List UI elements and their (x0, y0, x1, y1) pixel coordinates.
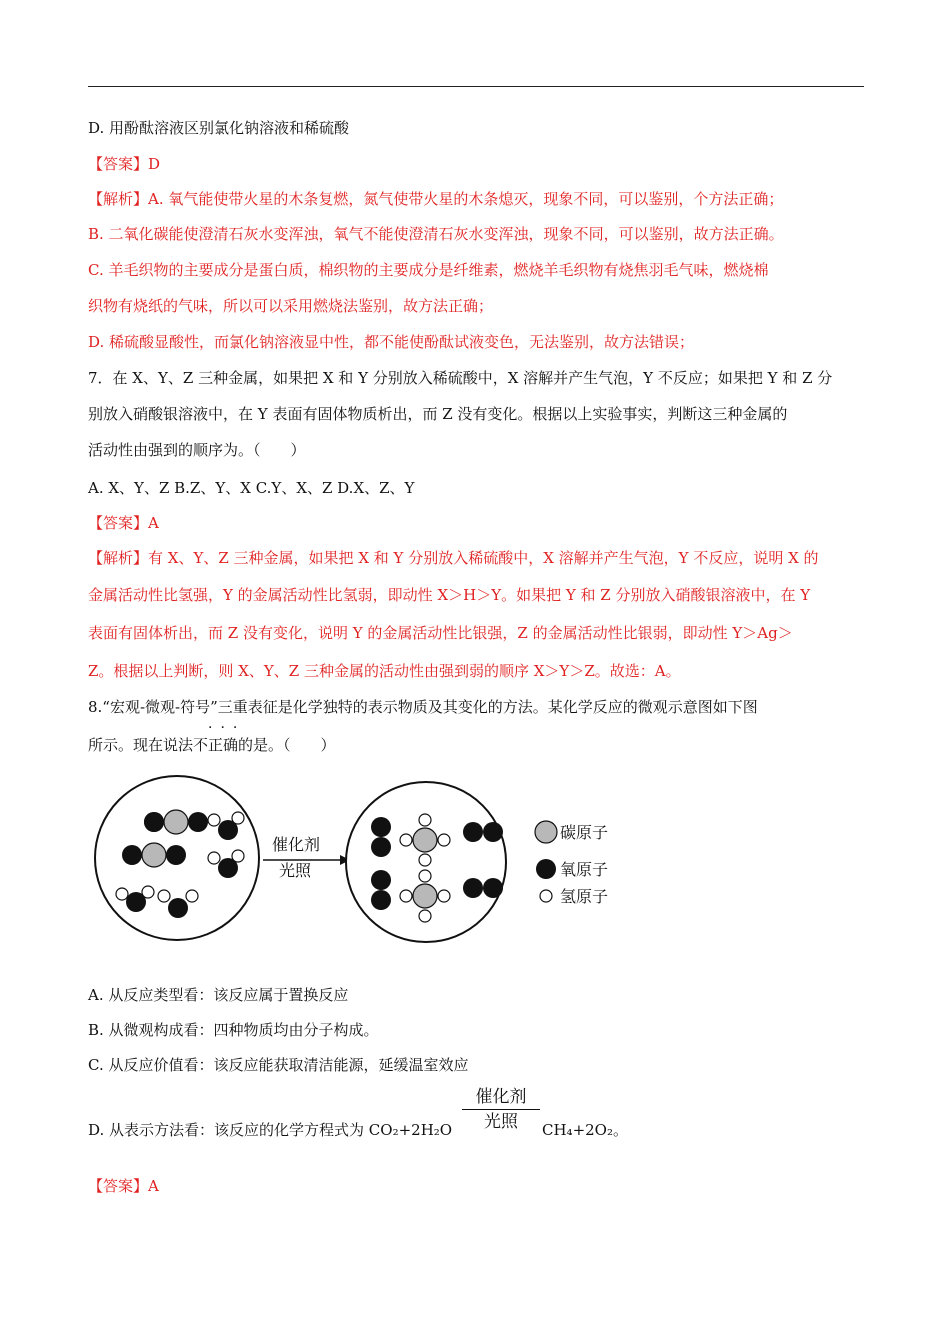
legend-hydrogen: 氢原子 (560, 887, 609, 906)
equation-products: CH₄+2O₂。 (542, 1121, 628, 1139)
answer-value: A (148, 1177, 159, 1195)
emphasis-dots: ··· (208, 720, 246, 736)
q6-analysis-4: D. 稀硫酸显酸性，而氯化钠溶液显中性，都不能使酚酞试液变色，无法鉴别，故方法错误； (88, 333, 695, 351)
q8-stem-1: 8.“宏观-微观-符号”三重表征是化学独特的表示物质及其变化的方法。某化学反应的微观示意图如下图 (88, 698, 758, 716)
q6-analysis-3b: 织物有烧纸的气味，所以可以采用燃烧法鉴别，故方法正确； (88, 297, 494, 315)
co2-molecule (122, 843, 186, 867)
q8-option-d: D. 从表示方法看：该反应的化学方程式为 CO₂+2H₂O (88, 1121, 453, 1139)
q6-answer (88, 154, 160, 174)
header-rule (88, 86, 864, 87)
analysis-text: A. 氧气能使带火星的木条复燃，氮气使带火星的木条熄灭，现象不同，可以鉴别，个方法正确； (148, 190, 784, 208)
legend-carbon: 碳原子 (560, 823, 609, 842)
reaction-diagram (88, 770, 628, 950)
q8-option-b: B. 从微观构成看：四种物质均由分子构成。 (88, 1021, 379, 1039)
answer-label: 【答案】 (88, 514, 149, 532)
condition-light: 光照 (484, 1112, 518, 1132)
co2-molecule (144, 810, 208, 834)
condition-bar (462, 1109, 540, 1110)
q7-stem-3: 活动性由强到的顺序为。（ ） (88, 441, 306, 459)
q7-stem-1: 7．在 X、Y、Z 三种金属，如果把 X 和 Y 分别放入稀硫酸中，X 溶解并产生气泡，Y 不反应；如果把 Y 和 Z 分 (88, 369, 833, 387)
reaction-condition (462, 1086, 540, 1133)
carbon-atom (413, 828, 437, 852)
condition-catalyst: 催化剂 (475, 1087, 527, 1107)
carbon-atom (164, 810, 188, 834)
q6-option-d: D. 用酚酞溶液区别氯化钠溶液和稀硫酸 (88, 119, 350, 137)
q7-options: A. X、Y、Z B.Z、Y、X C.Y、X、Z D.X、Z、Y (88, 479, 415, 497)
legend-oxygen-marker (536, 859, 556, 879)
q8-answer (88, 1176, 159, 1196)
carbon-atom (413, 884, 437, 908)
q8-stem-2: 所示。现在说法不正确的是。（ ） (88, 736, 336, 754)
analysis-label: 【解析】 (88, 190, 149, 208)
legend-oxygen: 氧原子 (560, 860, 609, 879)
q7-analysis-2: 金属活动性比氢强，Y 的金属活动性比氢弱，即动性 X＞H＞Y。如果把 Y 和 Z 分别放入硝酸银溶液中，在 Y (88, 586, 811, 604)
q7-stem-2: 别放入硝酸银溶液中，在 Y 表面有固体物质析出，而 Z 没有变化。根据以上实验事实，判断这三种金属的 (88, 405, 788, 423)
analysis-label: 【解析】 (88, 549, 149, 567)
answer-label: 【答案】 (88, 155, 149, 173)
legend-hydrogen-marker (540, 890, 552, 902)
legend-carbon-marker (535, 821, 557, 843)
answer-value: A (148, 514, 159, 532)
q7-analysis-1 (88, 548, 819, 568)
q6-analysis-3a: C. 羊毛织物的主要成分是蛋白质，棉织物的主要成分是纤维素，燃烧羊毛织物有烧焦羽毛气味，燃烧棉 (88, 261, 769, 279)
q8-option-a: A. 从反应类型看：该反应属于置换反应 (88, 986, 349, 1004)
analysis-text: 有 X、Y、Z 三种金属，如果把 X 和 Y 分别放入稀硫酸中，X 溶解并产生气泡，Y 不反应，说明 X 的 (148, 549, 819, 567)
q7-analysis-3: 表面有固体析出，而 Z 没有变化，说明 Y 的金属活动性比银强，Z 的金属活动性比银弱，即动性 Y＞Ag＞ (88, 624, 793, 642)
q7-answer (88, 513, 159, 533)
answer-label: 【答案】 (88, 1177, 149, 1195)
carbon-atom (142, 843, 166, 867)
q7-analysis-4: Z。根据以上判断，则 X、Y、Z 三种金属的活动性由强到弱的顺序 X＞Y＞Z。故选：A。 (88, 662, 681, 680)
arrow-label-bottom: 光照 (279, 861, 312, 880)
arrow-label-top: 催化剂 (272, 835, 321, 854)
q8-option-c: C. 从反应价值看：该反应能获取清洁能源，延缓温室效应 (88, 1056, 469, 1074)
q6-analysis-1 (88, 189, 783, 209)
q6-analysis-2: B. 二氧化碳能使澄清石灰水变浑浊，氧气不能使澄清石灰水变浑浊，现象不同，可以鉴别，故方法正确。 (88, 225, 784, 243)
answer-value: D (148, 155, 161, 173)
